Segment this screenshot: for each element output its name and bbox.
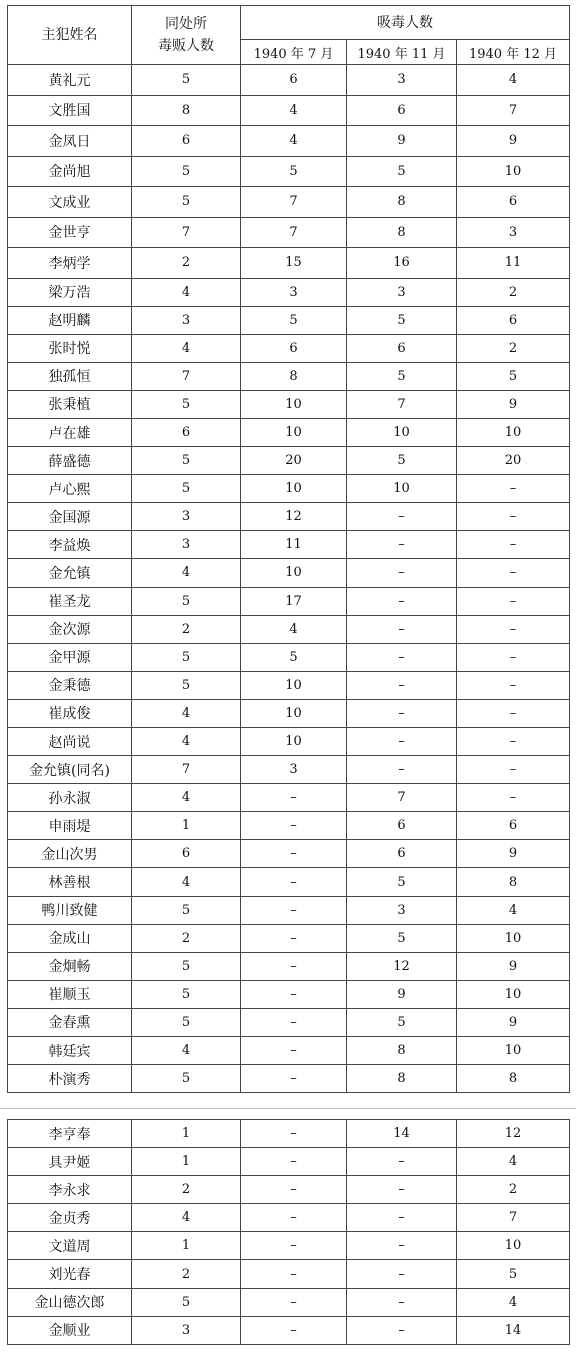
table-row xyxy=(8,587,570,615)
cell-users-jul: 4 xyxy=(241,126,347,157)
cell-dealer-count: 7 xyxy=(132,217,241,248)
cell-users-jul: – xyxy=(241,896,347,924)
cell-dealer-count: 4 xyxy=(132,868,241,896)
cell-users-jul: 10 xyxy=(241,418,347,446)
cell-users-nov: – xyxy=(347,1288,457,1316)
table-row xyxy=(8,952,570,980)
cell-users-nov: – xyxy=(347,756,457,784)
table-row xyxy=(8,840,570,868)
table-row xyxy=(8,756,570,784)
table-row xyxy=(8,278,570,306)
cell-users-dec: – xyxy=(457,475,570,503)
table-row xyxy=(8,126,570,157)
cell-users-jul: – xyxy=(241,1204,347,1232)
cell-principal-name: 金世亨 xyxy=(8,217,132,248)
cell-users-nov: 3 xyxy=(347,896,457,924)
cell-principal-name: 申雨堤 xyxy=(8,812,132,840)
cell-users-nov: – xyxy=(347,1176,457,1204)
cell-users-dec: 10 xyxy=(457,924,570,952)
cell-principal-name: 金甲源 xyxy=(8,643,132,671)
cell-users-dec: 10 xyxy=(457,418,570,446)
cell-dealer-count: 7 xyxy=(132,362,241,390)
cell-dealer-count: 3 xyxy=(132,503,241,531)
cell-users-nov: 5 xyxy=(347,156,457,187)
table-row xyxy=(8,1232,570,1260)
cell-principal-name: 薛盛德 xyxy=(8,447,132,475)
cell-users-dec: 4 xyxy=(457,1288,570,1316)
cell-principal-name: 赵明麟 xyxy=(8,306,132,334)
cell-users-nov: – xyxy=(347,615,457,643)
cell-users-nov: 6 xyxy=(347,812,457,840)
cell-users-dec: 9 xyxy=(457,1008,570,1036)
cell-users-nov: 3 xyxy=(347,278,457,306)
cell-users-nov: 5 xyxy=(347,868,457,896)
cell-users-nov: 7 xyxy=(347,390,457,418)
cell-dealer-count: 6 xyxy=(132,418,241,446)
cell-users-dec: 7 xyxy=(457,1204,570,1232)
cell-dealer-count: 5 xyxy=(132,475,241,503)
cell-users-nov: 14 xyxy=(347,1120,457,1148)
cell-users-nov: 6 xyxy=(347,95,457,126)
cell-users-dec: 4 xyxy=(457,896,570,924)
table-row xyxy=(8,156,570,187)
cell-principal-name: 金春熏 xyxy=(8,1008,132,1036)
cell-users-jul: 15 xyxy=(241,248,347,279)
cell-users-jul: – xyxy=(241,1260,347,1288)
table-row xyxy=(8,334,570,362)
cell-users-nov: 5 xyxy=(347,362,457,390)
header-month-jul: 1940 年 7 月 xyxy=(241,40,347,65)
cell-dealer-count: 1 xyxy=(132,1232,241,1260)
cell-users-nov: 16 xyxy=(347,248,457,279)
table-row xyxy=(8,1260,570,1288)
cell-users-nov: – xyxy=(347,531,457,559)
cell-principal-name: 张秉植 xyxy=(8,390,132,418)
page-separator xyxy=(0,1108,576,1109)
cell-users-nov: – xyxy=(347,587,457,615)
cell-users-nov: – xyxy=(347,559,457,587)
header-dealer-count xyxy=(132,6,241,65)
cell-dealer-count: 6 xyxy=(132,840,241,868)
header-month-dec: 1940 年 12 月 xyxy=(457,40,570,65)
cell-users-dec: 20 xyxy=(457,447,570,475)
cell-users-nov: 8 xyxy=(347,217,457,248)
cell-principal-name: 卢心熙 xyxy=(8,475,132,503)
cell-users-nov: – xyxy=(347,1148,457,1176)
table-row xyxy=(8,980,570,1008)
cell-users-jul: 4 xyxy=(241,95,347,126)
cell-principal-name: 崔成俊 xyxy=(8,699,132,727)
cell-dealer-count: 5 xyxy=(132,156,241,187)
cell-users-jul: 20 xyxy=(241,447,347,475)
cell-users-jul: 17 xyxy=(241,587,347,615)
cell-dealer-count: 2 xyxy=(132,1176,241,1204)
cell-principal-name: 具尹姬 xyxy=(8,1148,132,1176)
table-row xyxy=(8,1037,570,1065)
table-row xyxy=(8,615,570,643)
cell-users-jul: 8 xyxy=(241,362,347,390)
cell-users-jul: 5 xyxy=(241,306,347,334)
cell-users-dec: 9 xyxy=(457,390,570,418)
cell-users-nov: 9 xyxy=(347,980,457,1008)
table-row xyxy=(8,784,570,812)
cell-users-nov: – xyxy=(347,671,457,699)
table-row xyxy=(8,217,570,248)
cell-users-jul: 12 xyxy=(241,503,347,531)
cell-users-jul: 4 xyxy=(241,615,347,643)
cell-users-nov: 5 xyxy=(347,924,457,952)
cell-users-nov: – xyxy=(347,503,457,531)
cell-users-nov: 6 xyxy=(347,334,457,362)
cell-principal-name: 李永求 xyxy=(8,1176,132,1204)
cell-users-nov: 8 xyxy=(347,187,457,218)
cell-users-dec: 5 xyxy=(457,362,570,390)
cell-users-dec: 2 xyxy=(457,1176,570,1204)
header-dealer-count-line2: 毒贩人数 xyxy=(158,38,214,54)
cell-users-jul: – xyxy=(241,1232,347,1260)
cell-users-jul: 6 xyxy=(241,65,347,96)
cell-principal-name: 金成山 xyxy=(8,924,132,952)
cell-users-dec: 4 xyxy=(457,65,570,96)
cell-users-dec: – xyxy=(457,756,570,784)
cell-principal-name: 金凤日 xyxy=(8,126,132,157)
cell-dealer-count: 5 xyxy=(132,980,241,1008)
cell-principal-name: 金允镇 xyxy=(8,559,132,587)
cell-dealer-count: 5 xyxy=(132,952,241,980)
cell-dealer-count: 1 xyxy=(132,1148,241,1176)
cell-principal-name: 金炯畅 xyxy=(8,952,132,980)
cell-users-nov: 10 xyxy=(347,475,457,503)
cell-principal-name: 李亨奉 xyxy=(8,1120,132,1148)
cell-users-nov: – xyxy=(347,1204,457,1232)
cell-users-dec: – xyxy=(457,671,570,699)
table-row xyxy=(8,390,570,418)
cell-dealer-count: 5 xyxy=(132,390,241,418)
cell-users-nov: – xyxy=(347,699,457,727)
cell-users-dec: 2 xyxy=(457,334,570,362)
cell-users-dec: 8 xyxy=(457,1065,570,1093)
table-row xyxy=(8,924,570,952)
cell-users-dec: 9 xyxy=(457,126,570,157)
cell-dealer-count: 8 xyxy=(132,95,241,126)
cell-users-jul: 10 xyxy=(241,728,347,756)
cell-users-jul: – xyxy=(241,1120,347,1148)
table-row xyxy=(8,362,570,390)
table-row xyxy=(8,1065,570,1093)
cell-principal-name: 韩廷宾 xyxy=(8,1037,132,1065)
cell-dealer-count: 2 xyxy=(132,615,241,643)
cell-principal-name: 金尚旭 xyxy=(8,156,132,187)
cell-principal-name: 文道周 xyxy=(8,1232,132,1260)
table-row xyxy=(8,812,570,840)
cell-users-nov: 3 xyxy=(347,65,457,96)
cell-users-dec: 8 xyxy=(457,868,570,896)
cell-principal-name: 朴演秀 xyxy=(8,1065,132,1093)
cell-dealer-count: 5 xyxy=(132,896,241,924)
cell-dealer-count: 4 xyxy=(132,728,241,756)
cell-users-nov: 5 xyxy=(347,447,457,475)
cell-users-dec: 6 xyxy=(457,187,570,218)
cell-principal-name: 金山德次郎 xyxy=(8,1288,132,1316)
cell-principal-name: 刘光春 xyxy=(8,1260,132,1288)
cell-users-dec: 7 xyxy=(457,95,570,126)
cell-principal-name: 林善根 xyxy=(8,868,132,896)
cell-principal-name: 金秉德 xyxy=(8,671,132,699)
cell-users-nov: 10 xyxy=(347,418,457,446)
header-drug-users: 吸毒人数 xyxy=(241,6,570,40)
cell-dealer-count: 6 xyxy=(132,126,241,157)
cell-dealer-count: 1 xyxy=(132,812,241,840)
cell-users-jul: – xyxy=(241,1176,347,1204)
cell-users-jul: – xyxy=(241,924,347,952)
cell-users-dec: – xyxy=(457,615,570,643)
cell-dealer-count: 5 xyxy=(132,1288,241,1316)
cell-dealer-count: 3 xyxy=(132,531,241,559)
cell-users-jul: – xyxy=(241,1037,347,1065)
table-row xyxy=(8,868,570,896)
cell-dealer-count: 2 xyxy=(132,1260,241,1288)
cell-users-dec: 2 xyxy=(457,278,570,306)
cell-users-jul: – xyxy=(241,812,347,840)
cell-users-jul: – xyxy=(241,1008,347,1036)
cell-users-nov: 6 xyxy=(347,840,457,868)
table-row xyxy=(8,1120,570,1148)
cell-users-jul: 7 xyxy=(241,217,347,248)
cell-users-jul: – xyxy=(241,840,347,868)
cell-users-jul: – xyxy=(241,784,347,812)
cell-users-jul: – xyxy=(241,952,347,980)
cell-dealer-count: 5 xyxy=(132,1008,241,1036)
table-row xyxy=(8,671,570,699)
cell-dealer-count: 4 xyxy=(132,699,241,727)
cell-principal-name: 崔圣龙 xyxy=(8,587,132,615)
header-principal-name: 主犯姓名 xyxy=(8,6,132,65)
cell-dealer-count: 3 xyxy=(132,1316,241,1344)
cell-users-dec: – xyxy=(457,531,570,559)
cell-principal-name: 金贞秀 xyxy=(8,1204,132,1232)
cell-principal-name: 李益焕 xyxy=(8,531,132,559)
cell-users-jul: – xyxy=(241,1288,347,1316)
cell-users-dec: 9 xyxy=(457,952,570,980)
table-row xyxy=(8,418,570,446)
cell-dealer-count: 5 xyxy=(132,643,241,671)
cell-users-jul: 10 xyxy=(241,671,347,699)
cell-users-dec: 10 xyxy=(457,1232,570,1260)
cell-principal-name: 金顺业 xyxy=(8,1316,132,1344)
cell-users-dec: 10 xyxy=(457,156,570,187)
cell-principal-name: 文胜国 xyxy=(8,95,132,126)
cell-users-jul: 10 xyxy=(241,475,347,503)
table-row xyxy=(8,728,570,756)
cell-dealer-count: 7 xyxy=(132,756,241,784)
cell-principal-name: 独孤恒 xyxy=(8,362,132,390)
cell-users-dec: 3 xyxy=(457,217,570,248)
cell-users-jul: 11 xyxy=(241,531,347,559)
cell-users-jul: – xyxy=(241,868,347,896)
cell-users-nov: 8 xyxy=(347,1037,457,1065)
cell-users-nov: 5 xyxy=(347,306,457,334)
table-row xyxy=(8,1008,570,1036)
cell-users-jul: 10 xyxy=(241,559,347,587)
cell-users-nov: 9 xyxy=(347,126,457,157)
cell-users-jul: 3 xyxy=(241,756,347,784)
cell-users-dec: – xyxy=(457,643,570,671)
table-row xyxy=(8,531,570,559)
cell-users-dec: 5 xyxy=(457,1260,570,1288)
table-row xyxy=(8,248,570,279)
cell-users-nov: – xyxy=(347,1232,457,1260)
cell-users-dec: – xyxy=(457,503,570,531)
cell-principal-name: 金次源 xyxy=(8,615,132,643)
cell-users-jul: 7 xyxy=(241,187,347,218)
table-row xyxy=(8,503,570,531)
cell-dealer-count: 2 xyxy=(132,248,241,279)
cell-dealer-count: 5 xyxy=(132,671,241,699)
cell-users-jul: 6 xyxy=(241,334,347,362)
cell-users-dec: 14 xyxy=(457,1316,570,1344)
cell-users-dec: 9 xyxy=(457,840,570,868)
cell-users-dec: 11 xyxy=(457,248,570,279)
cell-principal-name: 孙永淑 xyxy=(8,784,132,812)
cell-users-dec: 10 xyxy=(457,1037,570,1065)
cell-dealer-count: 5 xyxy=(132,1065,241,1093)
cell-dealer-count: 4 xyxy=(132,1204,241,1232)
header-month-nov: 1940 年 11 月 xyxy=(347,40,457,65)
cell-dealer-count: 4 xyxy=(132,278,241,306)
cell-dealer-count: 4 xyxy=(132,559,241,587)
cell-dealer-count: 2 xyxy=(132,924,241,952)
table-row xyxy=(8,699,570,727)
cell-dealer-count: 4 xyxy=(132,1037,241,1065)
table-row xyxy=(8,1176,570,1204)
cell-users-nov: – xyxy=(347,1316,457,1344)
table-row xyxy=(8,1288,570,1316)
cell-users-nov: 8 xyxy=(347,1065,457,1093)
table-row xyxy=(8,1148,570,1176)
cell-principal-name: 赵尚说 xyxy=(8,728,132,756)
cell-principal-name: 梁万浩 xyxy=(8,278,132,306)
table-row xyxy=(8,306,570,334)
cell-principal-name: 金国源 xyxy=(8,503,132,531)
header-dealer-count-line1: 同处所 xyxy=(165,16,207,32)
cell-users-dec: 6 xyxy=(457,812,570,840)
table-row xyxy=(8,475,570,503)
table-row xyxy=(8,447,570,475)
cell-principal-name: 金允镇(同名) xyxy=(8,756,132,784)
cell-dealer-count: 5 xyxy=(132,187,241,218)
cell-dealer-count: 4 xyxy=(132,334,241,362)
cell-dealer-count: 5 xyxy=(132,447,241,475)
cell-users-dec: – xyxy=(457,784,570,812)
cell-users-nov: – xyxy=(347,728,457,756)
cell-users-nov: – xyxy=(347,643,457,671)
cell-principal-name: 文成业 xyxy=(8,187,132,218)
table-row xyxy=(8,559,570,587)
table-row xyxy=(8,95,570,126)
cell-users-jul: – xyxy=(241,1065,347,1093)
table-row xyxy=(8,896,570,924)
table-row xyxy=(8,65,570,96)
cell-principal-name: 崔顺玉 xyxy=(8,980,132,1008)
cell-users-dec: – xyxy=(457,587,570,615)
cell-users-nov: 5 xyxy=(347,1008,457,1036)
drug-dealer-table xyxy=(7,5,570,1093)
cell-users-nov: 7 xyxy=(347,784,457,812)
cell-users-dec: – xyxy=(457,728,570,756)
cell-dealer-count: 5 xyxy=(132,65,241,96)
cell-users-jul: 5 xyxy=(241,643,347,671)
table-row xyxy=(8,643,570,671)
cell-users-jul: – xyxy=(241,1316,347,1344)
cell-users-dec: – xyxy=(457,699,570,727)
cell-users-nov: – xyxy=(347,1260,457,1288)
cell-dealer-count: 5 xyxy=(132,587,241,615)
cell-principal-name: 鸭川致健 xyxy=(8,896,132,924)
cell-users-jul: 10 xyxy=(241,390,347,418)
cell-principal-name: 李炳学 xyxy=(8,248,132,279)
cell-users-dec: 6 xyxy=(457,306,570,334)
table-row xyxy=(8,1204,570,1232)
cell-users-nov: 12 xyxy=(347,952,457,980)
cell-dealer-count: 1 xyxy=(132,1120,241,1148)
cell-users-jul: – xyxy=(241,1148,347,1176)
cell-users-dec: 4 xyxy=(457,1148,570,1176)
cell-principal-name: 金山次男 xyxy=(8,840,132,868)
cell-users-dec: – xyxy=(457,559,570,587)
table-row xyxy=(8,187,570,218)
table-row xyxy=(8,1316,570,1344)
cell-users-dec: 12 xyxy=(457,1120,570,1148)
cell-users-jul: 5 xyxy=(241,156,347,187)
cell-users-dec: 10 xyxy=(457,980,570,1008)
cell-principal-name: 张时悦 xyxy=(8,334,132,362)
cell-users-jul: 3 xyxy=(241,278,347,306)
cell-principal-name: 卢在雄 xyxy=(8,418,132,446)
cell-users-jul: 10 xyxy=(241,699,347,727)
cell-dealer-count: 3 xyxy=(132,306,241,334)
cell-principal-name: 黄礼元 xyxy=(8,65,132,96)
drug-dealer-table-continued xyxy=(7,1119,570,1345)
cell-dealer-count: 4 xyxy=(132,784,241,812)
cell-users-jul: – xyxy=(241,980,347,1008)
